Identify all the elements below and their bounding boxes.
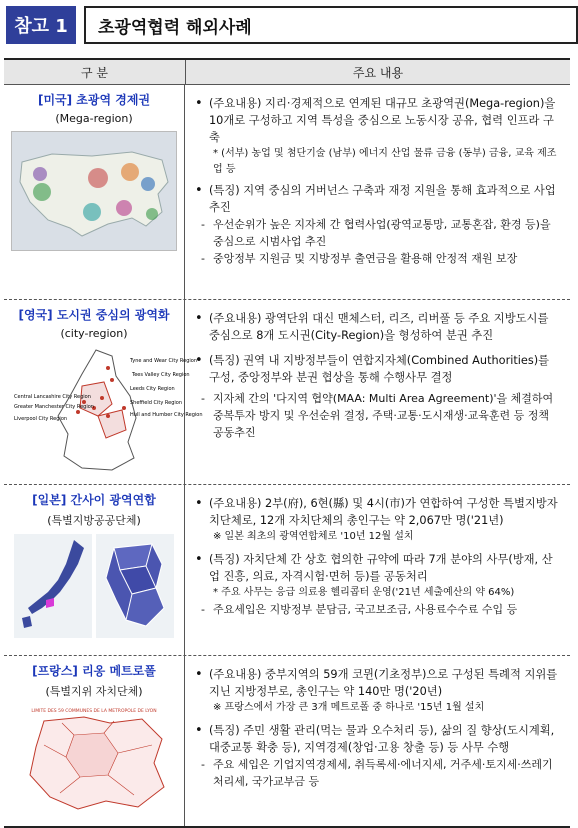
country-label: [영국] 도시권 중심의 광역화 [18, 308, 170, 322]
japan-point-feature: • (특징) 자치단체 간 상호 협의한 규약에 따라 7개 분야의 사무(방재, 산업 진흥, 의료, 자격시험·면허 등)를 공동처리 [195, 551, 560, 585]
country-sublabel: (특별지방공공단체) [47, 514, 141, 527]
header-category: 구 분 [4, 60, 186, 84]
uk-map-label: Central Lancashire City Region [14, 394, 91, 400]
uk-map-label: Tyne and Wear City Region [130, 358, 198, 364]
table-header [4, 60, 570, 85]
country-sublabel: (Mega-region) [55, 112, 133, 125]
uk-point-feature: • (특징) 권역 내 지방정부들이 연합지자체(Combined Authorities)를 구성, 중앙정부와 분권 협상을 통해 수행사무 결정 [195, 352, 560, 386]
us-megaregion-map [11, 131, 177, 251]
japan-point-main: • (주요내용) 2부(府), 6현(縣) 및 4시(市)가 연합하여 구성한 특별지방자치단체로, 12개 자치단체의 총인구는 약 2,067만 명('21년) [195, 495, 560, 529]
table-row-france [4, 656, 570, 826]
page-title: 초광역협력 해외사례 [84, 6, 578, 44]
france-point-feature: • (특징) 주민 생활 관리(먹는 물과 오수처리 등), 삶의 질 향상(도시계획, 대중교통 확충 등), 지역경제(창업·고용 창출 등) 등 사무 수행 [195, 722, 560, 756]
uk-map-label: Liverpool City Region [14, 416, 68, 422]
header [6, 6, 578, 44]
france-note: ※ 프랑스에서 가장 큰 3개 메트로폴 중 하나로 '15년 1월 설치 [213, 702, 485, 713]
uk-map-label: Hull and Humber City Region [130, 412, 203, 418]
country-label: [프랑스] 리옹 메트로폴 [32, 664, 156, 678]
country-sublabel: (특별지위 자치단체) [45, 685, 143, 698]
usa-dash-2: - 중앙정부 지원금 및 지방정부 출연금을 활용해 안정적 재원 보장 [195, 250, 560, 267]
japan-overview-map [14, 534, 92, 638]
uk-point-main: • (주요내용) 광역단위 대신 맨체스터, 리즈, 리버풀 등 주요 지방도시를 중심으로 8개 도시권(City-Region)을 형성하여 분권 추진 [195, 310, 560, 344]
table-row-japan [4, 485, 570, 656]
france-point-main: • (주요내용) 중부지역의 59개 코뮌(기초정부)으로 구성된 특례적 지위를 지닌 지방정부로, 총인구는 약 140만 명('20년) [195, 666, 560, 700]
reference-badge: 참고 1 [6, 6, 76, 44]
japan-dash-1: - 주요세입은 지방정부 분담금, 국고보조금, 사용료수수료 수입 등 [195, 601, 560, 618]
table-row-usa [4, 85, 570, 300]
lyon-map-title: LIMITE DES 59 COMMUNES DE LA METROPOLE DE LYON [31, 709, 157, 714]
table-row-uk [4, 300, 570, 485]
uk-dash-1: - 지자체 간의 '다지역 협약(MAA: Multi Area Agreement)'을 체결하여 중복투자 방지 및 우선순위 결정, 주택·교통·도시재생·교육훈련 등 정책 공동추진 [195, 390, 560, 441]
usa-point-feature: • (특징) 지역 중심의 거버넌스 구축과 재정 지원을 통해 효과적으로 사업 추진 [195, 182, 560, 216]
country-sublabel: (city-region) [60, 327, 128, 340]
usa-dash-1: - 우선순위가 높은 지자체 간 협력사업(광역교통망, 교통혼잡, 환경 등)을 중심으로 시범사업 추진 [195, 216, 560, 250]
uk-city-region-map [12, 346, 203, 474]
uk-map-label: Greater Manchester City Region [14, 404, 94, 410]
country-label: [일본] 간사이 광역연합 [32, 493, 156, 507]
usa-point-main: • (주요내용) 지리·경제적으로 연계된 대규모 초광역권(Mega-region)을 10개로 구성하고 지역 특성을 중심으로 노동시장 공유, 협력 인프라 구축 [195, 95, 560, 146]
usa-note: * (서부) 농업 및 첨단기술 (남부) 에너지 산업 물류 금융 (동부) 금융, 교육 제조업 등 [213, 148, 557, 175]
kansai-region-map [96, 534, 174, 638]
france-dash-1: - 주요 세입은 기업지역경제세, 취득록세·에너지세, 거주세·토지세·쓰레기처리세, 국가교부금 등 [195, 756, 560, 790]
uk-map-label: Tees Valley City Region [132, 372, 190, 378]
country-label: [미국] 초광역 경제권 [37, 93, 151, 107]
japan-note: ※ 일본 최초의 광역연합체로 '10년 12월 설치 [213, 531, 414, 542]
japan-note-2: * 주요 사무는 응급 의료용 헬리콥터 운영('21년 세출예산의 약 64%) [213, 587, 515, 598]
lyon-metropole-map [14, 705, 174, 813]
cases-table [4, 58, 570, 828]
uk-map-label: Leeds City Region [130, 386, 175, 392]
uk-map-label: Sheffield City Region [130, 400, 182, 406]
header-content: 주요 내용 [352, 65, 404, 80]
